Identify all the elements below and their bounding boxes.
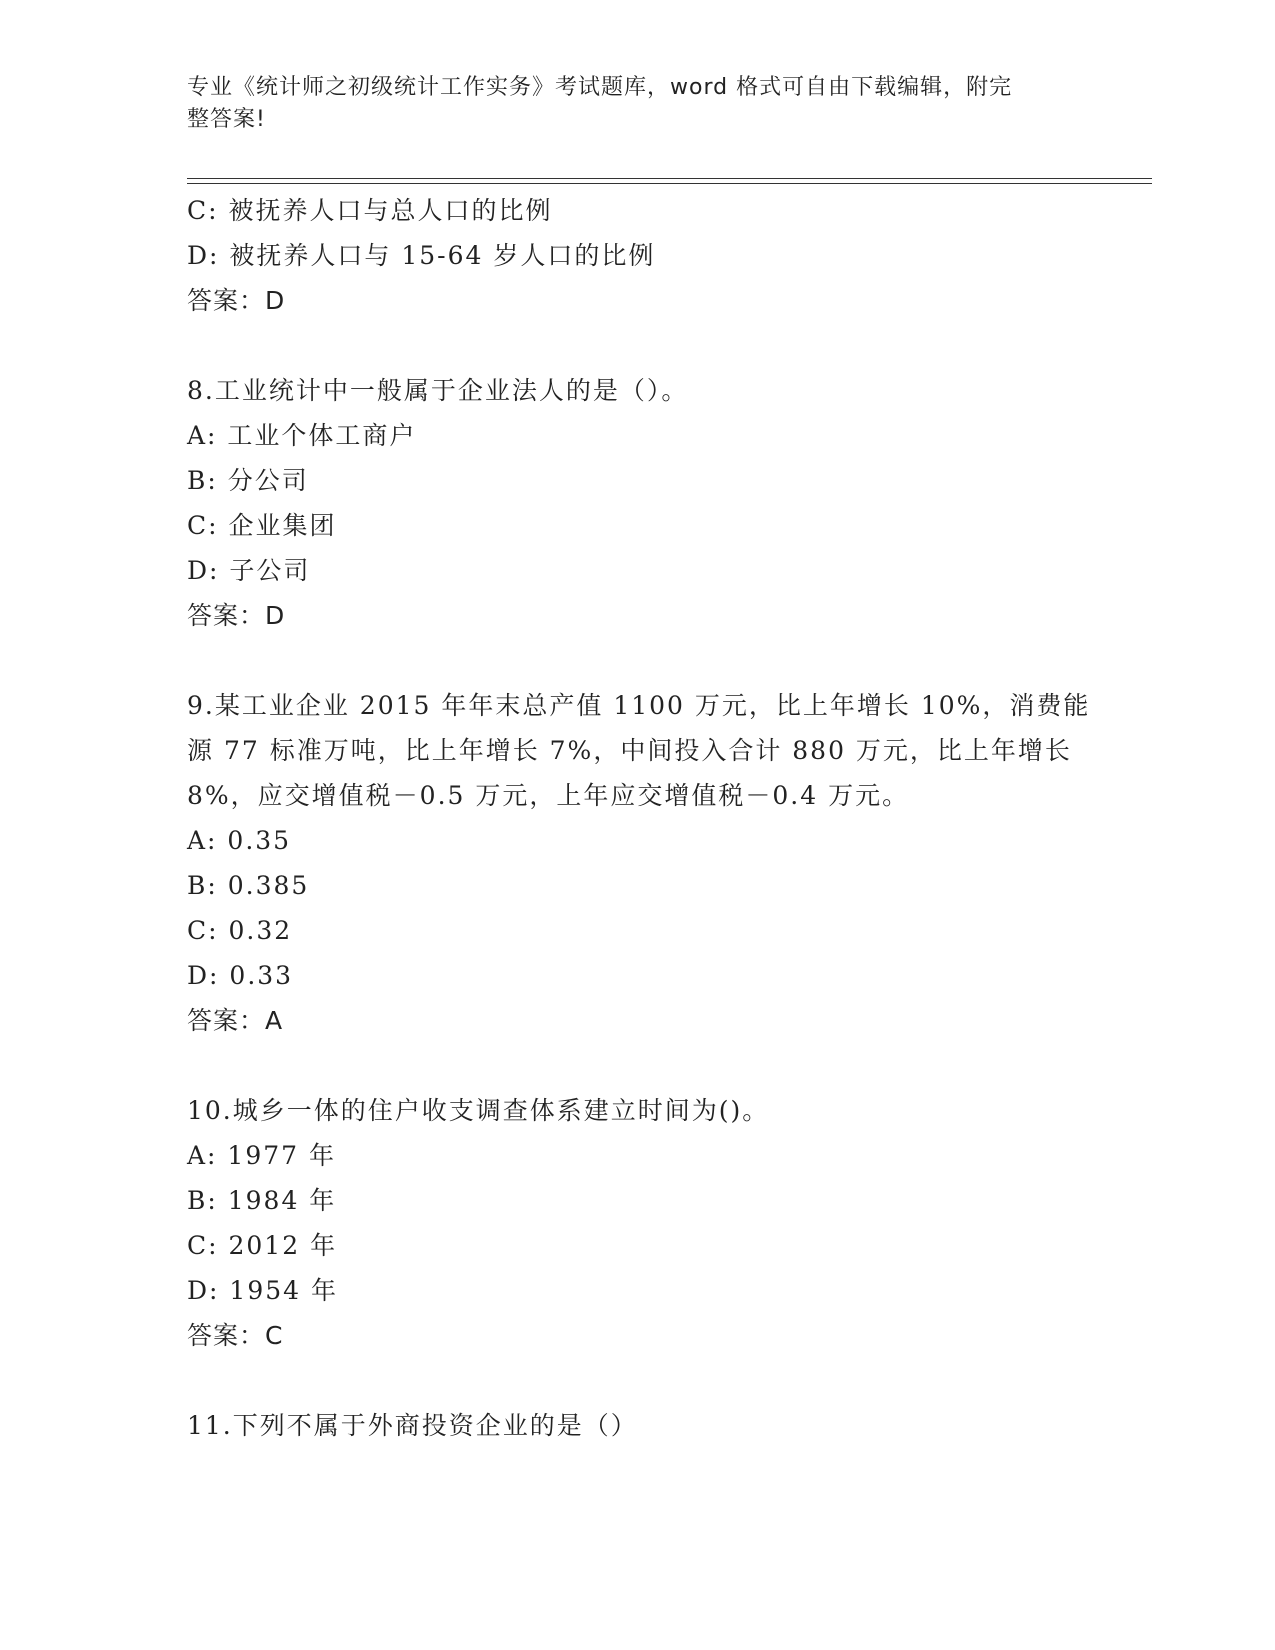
- question-8: [187, 368, 1087, 638]
- question-text: 10.城乡一体的住户收支调查体系建立时间为()。: [187, 1096, 770, 1125]
- spacer: [187, 1043, 1087, 1088]
- header-divider-top: [187, 178, 1152, 179]
- answer: 答案：D: [187, 286, 286, 315]
- option-b: B: 分公司: [187, 466, 309, 495]
- question-text: 11.下列不属于外商投资企业的是（）: [187, 1411, 638, 1440]
- question-list: [187, 188, 1091, 1448]
- spacer: [187, 1358, 1087, 1403]
- question-text-line-2: 源 77 标准万吨，比上年增长 7%，中间投入合计 880 万元，比上年增长: [187, 736, 1072, 765]
- option-d: D: 1954 年: [187, 1276, 338, 1305]
- option-d: D: 被抚养人口与 15-64 岁人口的比例: [187, 241, 656, 270]
- spacer: [187, 323, 1087, 368]
- question-9: [187, 683, 1091, 1043]
- question-text: 8.工业统计中一般属于企业法人的是（）。: [187, 376, 689, 405]
- option-c: C: 0.32: [187, 916, 293, 945]
- answer: 答案：D: [187, 601, 286, 630]
- header-divider-bottom: [187, 183, 1152, 184]
- option-a: A: 1977 年: [187, 1141, 336, 1170]
- document-header: [187, 72, 1067, 136]
- answer: 答案：A: [187, 1006, 284, 1035]
- option-b: B: 0.385: [187, 871, 310, 900]
- option-d: D: 子公司: [187, 556, 311, 585]
- option-a: A: 工业个体工商户: [187, 421, 417, 450]
- question-7: [187, 188, 1087, 323]
- question-10: [187, 1088, 1087, 1358]
- option-b: B: 1984 年: [187, 1186, 337, 1215]
- option-c: C: 2012 年: [187, 1231, 338, 1260]
- header-line-2: 整答案!: [187, 107, 266, 132]
- header-line-1: 专业《统计师之初级统计工作实务》考试题库，word 格式可自由下载编辑，附完: [187, 75, 1013, 100]
- option-c: C: 被抚养人口与总人口的比例: [187, 196, 553, 225]
- option-a: A: 0.35: [187, 826, 292, 855]
- answer: 答案：C: [187, 1321, 284, 1350]
- option-c: C: 企业集团: [187, 511, 337, 540]
- question-text-line-3: 8%，应交增值税－0.5 万元，上年应交增值税－0.4 万元。: [187, 781, 910, 810]
- question-text-line-1: 9.某工业企业 2015 年年末总产值 1100 万元，比上年增长 10%，消费能: [187, 691, 1091, 720]
- spacer: [187, 638, 1087, 683]
- option-d: D: 0.33: [187, 961, 294, 990]
- question-11: [187, 1403, 1087, 1448]
